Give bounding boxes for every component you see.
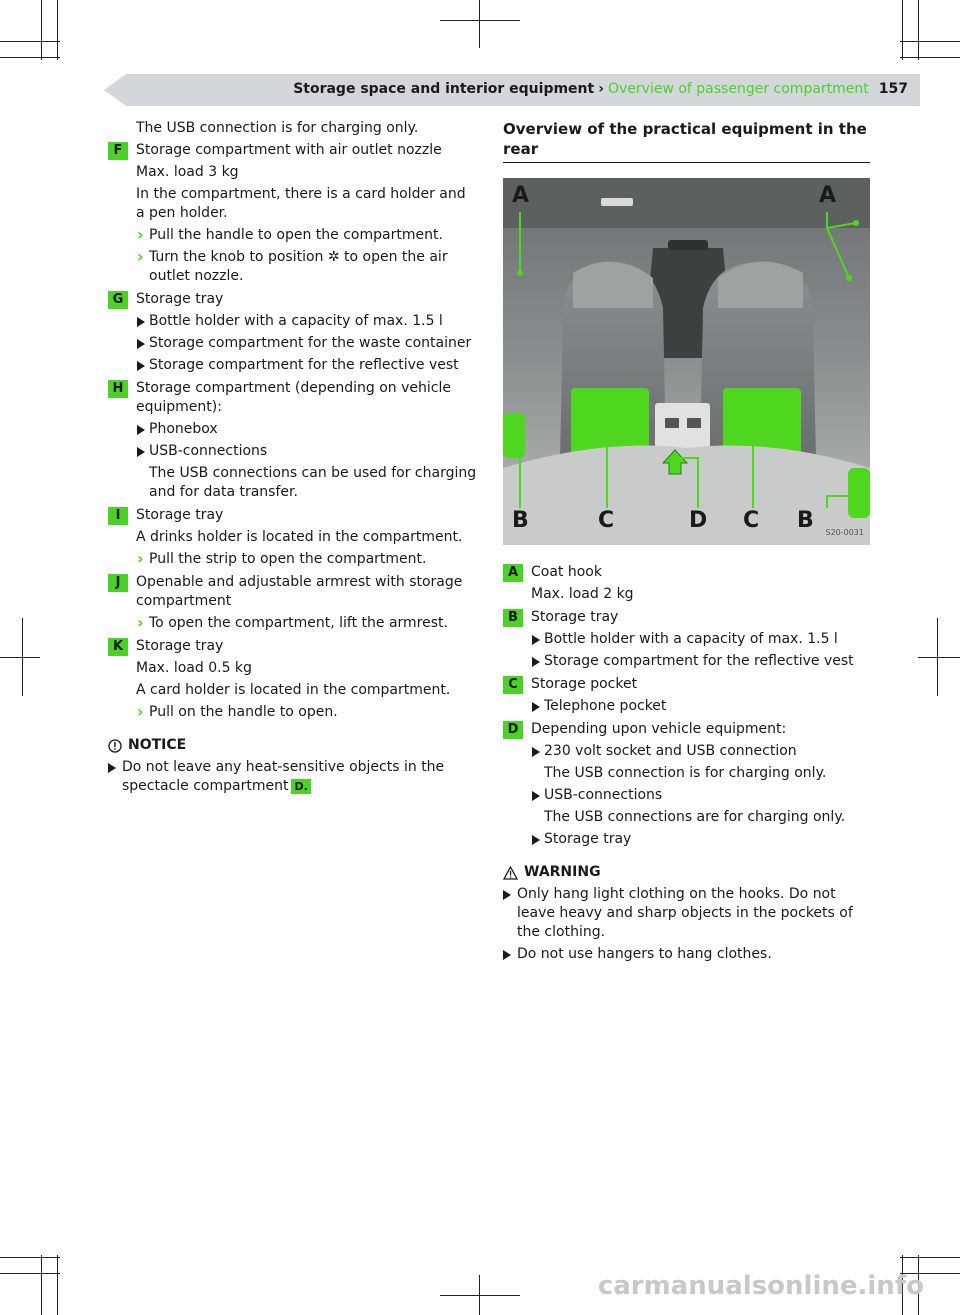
entry-title: Storage tray <box>136 291 224 307</box>
warning-icon <box>503 866 518 880</box>
entry-title: Storage tray <box>136 507 224 523</box>
warning-heading <box>503 863 870 882</box>
label-badge: C <box>503 676 523 694</box>
crop-mark <box>0 1273 60 1274</box>
page-number: 157 <box>878 81 908 97</box>
crop-mark <box>57 1255 58 1315</box>
step-item: › To open the compartment, lift the armrest. <box>136 614 478 633</box>
warning-item: Do not use hangers to hang clothes. <box>503 945 870 964</box>
entry-note: The USB connections can be used for charging and for data transfer. <box>149 465 477 500</box>
bullet-item: 230 volt socket and USB connection <box>531 742 870 761</box>
figure-callout-b: B <box>512 508 529 533</box>
bullet-item: Storage tray <box>531 830 870 849</box>
crop-mark <box>440 1295 520 1296</box>
entry-i <box>108 506 478 569</box>
section-title: Overview of the practical equipment in the rear <box>503 119 870 163</box>
crop-mark <box>900 1257 960 1258</box>
crop-mark <box>900 41 960 42</box>
entry-title: Openable and adjustable armrest with storage compartment <box>136 574 463 609</box>
bullet-item: USB-connections <box>136 442 478 461</box>
entry-note: The USB connections are for charging only. <box>544 809 846 825</box>
entry-line: Max. load 3 kg <box>136 164 239 180</box>
crop-mark <box>0 57 60 58</box>
entry-g <box>108 290 478 375</box>
figure-callout-c: C <box>743 508 760 533</box>
intro-text: The USB connection is for charging only. <box>136 120 419 136</box>
figure-callout-a: A <box>819 183 837 208</box>
step-item: › Turn the knob to position ✲ to open the air outlet nozzle. <box>136 248 478 286</box>
notice-item <box>108 758 478 796</box>
left-column <box>108 119 478 799</box>
bullet-item: Bottle holder with a capacity of max. 1.5 l <box>136 312 478 331</box>
notice-heading <box>108 736 478 755</box>
label-badge: J <box>108 574 128 592</box>
entry-title: Storage compartment with air outlet nozzle <box>136 142 442 158</box>
entry-title: Storage pocket <box>531 676 638 692</box>
crop-mark <box>918 657 960 658</box>
crop-mark <box>440 20 520 21</box>
figure-callout-b: B <box>797 508 814 533</box>
crop-mark <box>479 0 480 48</box>
entry-title: Storage tray <box>531 609 619 625</box>
entry-line: In the compartment, there is a card holder and a pen holder. <box>136 186 466 221</box>
notice-text: Do not leave any heat-sensitive objects in the spectacle compartment <box>122 759 445 794</box>
entry-c <box>503 675 870 716</box>
bullet-item: Storage compartment for the reflective vest <box>531 652 870 671</box>
label-badge: F <box>108 142 128 160</box>
crop-mark <box>41 1255 42 1315</box>
entry-line: Max. load 2 kg <box>531 586 634 602</box>
label-badge: H <box>108 380 128 398</box>
warning-item: Only hang light clothing on the hooks. Do not leave heavy and sharp objects in the pockets of the clothing. <box>503 885 870 942</box>
rear-interior-illustration <box>503 178 870 545</box>
crop-mark <box>900 57 960 58</box>
bullet-item: USB-connections <box>531 786 870 805</box>
breadcrumb-section[interactable]: Storage space and interior equipment <box>293 81 595 97</box>
entry-k <box>108 637 478 722</box>
figure-callout-d: D <box>689 508 708 533</box>
crop-mark <box>0 41 60 42</box>
entry-a <box>503 563 870 604</box>
step-item: › Pull the strip to open the compartment. <box>136 550 478 569</box>
entry-j <box>108 573 478 633</box>
entry-f <box>108 141 478 286</box>
step-item: › Pull on the handle to open. <box>136 703 478 722</box>
figure-code: S20-0031 <box>825 528 864 537</box>
label-badge: B <box>503 609 523 627</box>
crop-mark <box>41 0 42 60</box>
warning-title: WARNING <box>524 864 601 880</box>
watermark: carmanualsonline.info <box>597 1271 924 1301</box>
crop-mark <box>0 657 40 658</box>
breadcrumb-separator: › <box>598 81 604 97</box>
figure-callout-c: C <box>598 508 615 533</box>
figure-callout-a: A <box>512 183 530 208</box>
entry-line: A drinks holder is located in the compartment. <box>136 529 463 545</box>
entry-title: Storage compartment (depending on vehicle equipment): <box>136 380 451 415</box>
label-badge: A <box>503 564 523 582</box>
label-badge: G <box>108 291 128 309</box>
label-badge: K <box>108 638 128 656</box>
crop-mark <box>57 0 58 60</box>
entry-title: Storage tray <box>136 638 224 654</box>
bullet-item: Storage compartment for the waste container <box>136 334 478 353</box>
entry-h <box>108 379 478 502</box>
info-icon <box>108 739 122 753</box>
step-item: › Pull the handle to open the compartment. <box>136 226 478 245</box>
bullet-item: Telephone pocket <box>531 697 870 716</box>
label-badge: I <box>108 507 128 525</box>
bullet-item: Phonebox <box>136 420 478 439</box>
entry-d <box>503 720 870 849</box>
crop-mark <box>902 0 903 60</box>
right-column <box>503 119 870 967</box>
breadcrumb-current[interactable]: Overview of passenger compartment <box>607 81 869 97</box>
rear-interior-figure <box>503 178 870 545</box>
entry-title: Depending upon vehicle equipment: <box>531 721 787 737</box>
entry-title: Coat hook <box>531 564 602 580</box>
breadcrumb <box>293 81 908 97</box>
entry-b <box>503 608 870 671</box>
crop-mark <box>918 0 919 60</box>
bullet-item: Storage compartment for the reflective vest <box>136 356 478 375</box>
entry-line: A card holder is located in the compartment. <box>136 682 451 698</box>
entry-note: The USB connection is for charging only. <box>544 765 827 781</box>
notice-title: NOTICE <box>128 737 187 753</box>
legend-list <box>503 563 870 849</box>
reference-badge[interactable]: D. <box>291 779 310 794</box>
label-badge: D <box>503 721 523 739</box>
bullet-item: Bottle holder with a capacity of max. 1.5 l <box>531 630 870 649</box>
crop-mark <box>0 1257 60 1258</box>
entry-line: Max. load 0.5 kg <box>136 660 252 676</box>
